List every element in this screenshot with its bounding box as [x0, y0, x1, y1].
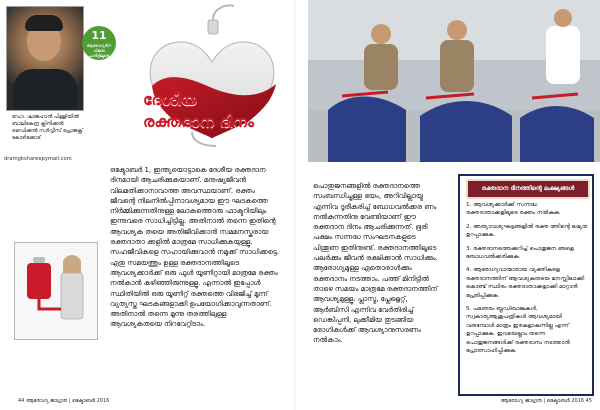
issue-badge [82, 26, 116, 60]
objectives-list [466, 201, 588, 361]
author-photo [6, 6, 84, 111]
blood-transfusion-icon [14, 242, 98, 340]
blood-donation-hospital-photo [308, 0, 600, 162]
right-page [296, 0, 600, 410]
author-coat [13, 69, 77, 109]
author-line: ബാലികേന്ദ്ര ക്ലിനിക്കൽ [12, 121, 64, 127]
badge-caption-line2: ചാർട്ടിലൂടെ [88, 53, 110, 58]
article-column [313, 181, 443, 346]
objective-item: 2. അത്യാവശ്യഘട്ടങ്ങളിൽ രക്ത ത്തിന്റെ ലഭ്യത ഉറപ്പാക്കുക. [466, 223, 588, 239]
article-body [110, 165, 280, 330]
page-footer-left: 44 ആരോഗ്യ ജാഗ്രത | ഒക്ടോബർ 2016 [18, 398, 110, 404]
author-line: കോഴിക്കോട് [12, 135, 41, 141]
objective-item: 5. പലതരം ബ്ലഡ്ബാങ്കുകൾ, സ്വകാര്യആശുപത്രികൾ ആവശ്യമായി വരുമ്പോൾ മാത്രം ഇരകളാകുന്നില്ല എന്ന് ഉറപ്പാക്കുക. ഇവയെല്ലാം തന്നെ പൊതുജനങ്ങൾക്ക് രക്തദാനം നടത്താൻ പ്രോത്സാഹിപ്പിക്കുക. [466, 306, 570, 355]
badge-number: 11 [91, 29, 107, 42]
title-line-2: രക്തദാന ദിനം [143, 112, 254, 131]
author-email: dramgkshareepymail.com [4, 156, 72, 162]
page-footer-right: ആരോഗ്യ ജാഗ്രത | ഒക്ടോബർ 2016 45 [500, 398, 592, 404]
page-title [143, 89, 263, 133]
author-hair [25, 15, 63, 31]
objectives-box-title: രക്തദാന ദിനത്തിന്റെ ലക്ഷ്യങ്ങൾ [466, 179, 590, 199]
title-line-1: ദേശീയ [143, 90, 197, 109]
author-line: ഡോ. ഷാജഹാൻ പിള്ളിയിൽ [12, 114, 79, 120]
author-credit [12, 114, 88, 142]
badge-caption-line1: ആരോഗ്യദിന വിജയ [86, 43, 112, 53]
objectives-box [458, 174, 594, 396]
objective-item: 3. രക്തദാനത്തെക്കുറിച്ച് പൊതുജന ങ്ങളെ ബോധവൽക്കരിക്കുക. [466, 245, 574, 261]
objective-item: 1. ആവശ്യക്കാർക്ക് സന്നദ്ധ രക്തദാതാക്കളിലൂടെ രക്തം നൽകുക. [466, 202, 561, 217]
objective-item: 4. ആരോഗ്യവാന്മാരായ വ്യക്തികളെ രക്തദാനത്തിന് ആവശ്യകതയെ മനസ്സിലാക്കി കൊണ്ട് സ്ഥിരം രക്തദാതാക്കളാക്കി മാറ്റാൻ പ്രേരിപ്പിക്കുക. [466, 267, 585, 299]
left-page [0, 0, 296, 410]
column-paragraph: പൊതുജനങ്ങളിൽ രക്തദാനത്തെ സംബന്ധിച്ചുള്ള ഭയം, അറിവില്ലായ്മ എന്നിവ ദൂരീകരിച്ച് ബോധവൽക്കര ണം നൽകുന്നതിനു വേണ്ടിയാണ് ഈ രക്തദാന ദിനം ആചരിക്കുന്നത്. ഭൂരി പക്ഷം സന്നദ്ധ സംഘടനകളുടെ പിന്തുണ ഇതിനുണ്ട്. രക്തദാനത്തിലൂടെ പലർക്കും ജീവൻ രക്ഷിക്കാൻ സാധിക്കും. ആരോഗ്യമുള്ള ഏതൊരാൾക്കും രക്തദാനം നടത്താം. പത്ത് മിനിട്ടിൽ താഴെ സമയം മാത്രമേ രക്തദാനത്തിന് ആവശ്യമുള്ളൂ. പ്ലാസ്മ, പ്ലേറ്റ്ലെറ്റ്, ആർബിസി എന്നിവ വേർതിരിച്ച് ഡെങ്കിപ്പനി, ലുക്കീമിയ തുടങ്ങിയ രോഗികൾക്ക് ആവശ്യാനുസരണം നൽകാം. [313, 182, 438, 345]
article-paragraph: ഒക്ടോബർ 1, ഇന്ത്യയൊട്ടാകെ ദേശീയ രക്തദാന ദിനമായി ആചരിക്കുകയാണ്. മനുഷ്യജീവൻ വിലമതിക്കാനാവാത്ത അവസ്ഥയാണ്. രക്തം ജീവന്റെ നിലനിൽപ്പിനാവശ്യമായ ഈ ഘടകത്തെ നിർമ്മിക്കുന്നതിനുള്ള ലോകത്തൊരു ഫാക്ടറിയിലും ഇന്നുവരെ സാധിച്ചിട്ടില്ല. അതിനാൽ തന്നെ ഇതിന്റെ ആവശ്യക തയെ അതിജീവിക്കാൻ സമമനസ്കരായ രക്തദാതാ ക്കളിൽ മാത്രമേ സാധിക്കുകയുള്ളൂ. സഹജീവികളെ സഹായിക്കുവാൻ നമുക്ക് സാധിക്കട്ടെ. ഏതു സമയത്തും ഉള്ള രക്തദാനത്തിലൂടെ ആവശ്യക്കാർക്ക് ഒരു ഫുൾ യൂണിറ്റായി മാത്രമേ രക്തം നൽകാൻ കഴിഞ്ഞിരുന്നുള്ളൂ. എന്നാൽ ഇപ്പോൾ സ്ഥിതിയിൽ ഒരു യൂണിറ്റ് രക്തത്തെ വിഭജിച്ച് മൂന്ന് വ്യത്യസ്ത ഘടകങ്ങളാക്കി ഉപയോഗിക്കാവുന്നതാണ്. അതിനാൽ തന്നെ മൂന്നു തരത്തിലുള്ള ആവശ്യകതയെ നിറവേറ്റിടാം. [110, 166, 280, 329]
author-line: മെഡിക്കൽ സർവ്വീസ് പ്രോജക്റ്റ് [12, 128, 83, 134]
